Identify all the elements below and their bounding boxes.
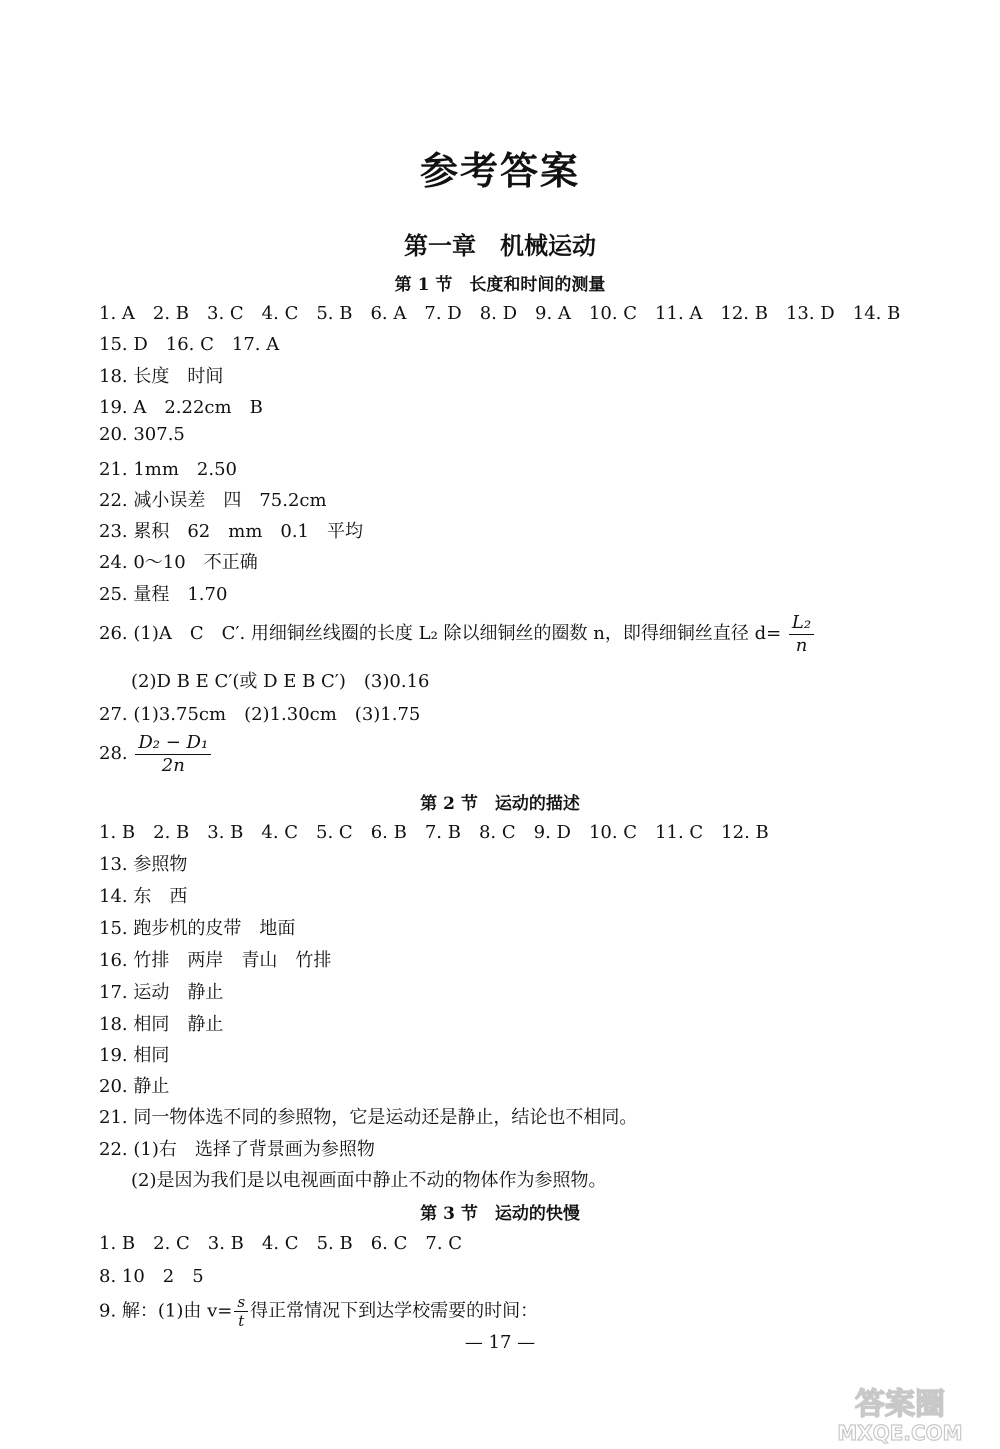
answer-line: 23. 累积 62 mm 0.1 平均 (99, 521, 364, 542)
watermark-logo-graphic (815, 1380, 985, 1445)
answer-text: 26. (1)A C C′. 用细铜丝线圈的长度 L₂ 除以细铜丝的圈数 n，即得细铜丝直径 d= (99, 623, 782, 645)
fraction-numerator: D₂ − D₁ (135, 732, 211, 755)
answer-line: 22. 减小误差 四 75.2cm (99, 490, 327, 511)
watermark-logo (815, 1380, 985, 1445)
answer-line: 21. 同一物体选不同的参照物，它是运动还是静止，结论也不相同。 (99, 1107, 638, 1128)
answer-line: 20. 静止 (99, 1076, 170, 1097)
answer-text: 得正常情况下到达学校需要的时间： (250, 1300, 539, 1322)
answer-line: 22. (1)右 选择了背景画为参照物 (99, 1139, 375, 1160)
page-number: — 17 — (464, 1332, 536, 1353)
answer-line: 19. A 2.22cm B (99, 397, 263, 418)
answer-line: 15. D 16. C 17. A (99, 334, 280, 355)
watermark-url: MXQE.COM (837, 1421, 963, 1445)
section-heading-1: 第 1 节 长度和时间的测量 (394, 275, 606, 295)
answer-text: 9. 解：(1)由 v= (99, 1300, 233, 1322)
answer-line-with-fraction (99, 1293, 538, 1330)
fraction-denominator: 2n (161, 754, 185, 776)
chapter-heading: 第一章 机械运动 (404, 231, 596, 260)
answer-line: 14. 东 西 (99, 886, 188, 907)
answer-line: 1. B 2. B 3. B 4. C 5. C 6. B 7. B 8. C 9. D 10. C 11. C 12. B (99, 822, 769, 843)
fraction-numerator: s (234, 1293, 248, 1312)
answer-line: 16. 竹排 两岸 青山 竹排 (99, 950, 332, 971)
page-title: 参考答案 (419, 148, 580, 193)
answer-line: 25. 量程 1.70 (99, 584, 228, 605)
fraction-denominator: n (795, 634, 808, 656)
section-heading-3: 第 3 节 运动的快慢 (420, 1204, 580, 1224)
watermark-text: 答案圈 (855, 1387, 945, 1422)
answer-line: 1. B 2. C 3. B 4. C 5. B 6. C 7. C (99, 1233, 463, 1254)
answer-line: (2)是因为我们是以电视画面中静止不动的物体作为参照物。 (131, 1170, 607, 1191)
answer-line-with-fraction (99, 732, 213, 776)
answer-line: 15. 跑步机的皮带 地面 (99, 918, 296, 939)
answer-line: 19. 相同 (99, 1045, 170, 1066)
answer-line: 13. 参照物 (99, 854, 188, 875)
fraction (234, 1293, 248, 1330)
answer-line: 18. 长度 时间 (99, 366, 224, 387)
answer-line: 24. 0～10 不正确 (99, 552, 258, 573)
answer-line: 20. 307.5 (99, 424, 185, 445)
fraction-denominator: t (238, 1312, 245, 1330)
answer-line-with-fraction (99, 612, 816, 656)
section-heading-2: 第 2 节 运动的描述 (420, 794, 580, 814)
answer-line: 27. (1)3.75cm (2)1.30cm (3)1.75 (99, 704, 421, 725)
fraction (789, 612, 814, 656)
answer-line: 8. 10 2 5 (99, 1266, 204, 1287)
answer-text: 28. (99, 743, 128, 765)
fraction-numerator: L₂ (789, 612, 814, 635)
answer-line: 17. 运动 静止 (99, 982, 224, 1003)
answer-line: 1. A 2. B 3. C 4. C 5. B 6. A 7. D 8. D 9. A 10. C 11. A 12. B 13. D 14. B (99, 303, 901, 324)
answer-line: 21. 1mm 2.50 (99, 459, 238, 480)
answer-line: (2)D B E C′(或 D E B C′) (3)0.16 (131, 671, 430, 692)
fraction (135, 732, 211, 776)
answer-line: 18. 相同 静止 (99, 1014, 224, 1035)
